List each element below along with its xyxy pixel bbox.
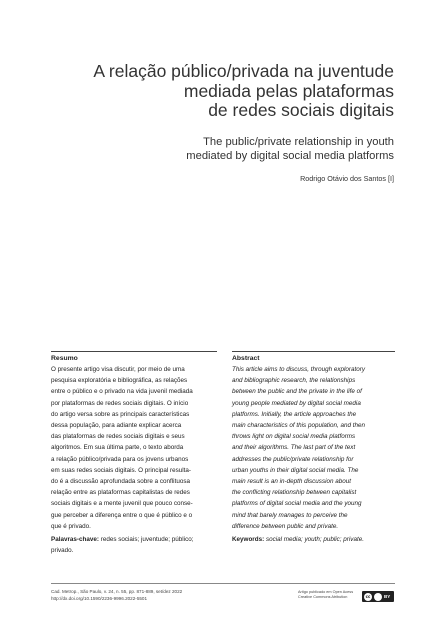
resumo-line: O presente artigo visa discutir, por meio de uma bbox=[51, 366, 185, 373]
keywords bbox=[232, 534, 395, 545]
license-line: Artigo publicado em Open Acess bbox=[298, 590, 354, 594]
title-en-line: The public/private relationship in youth bbox=[203, 136, 394, 148]
keywords-text: redes sociais; juventude; público; bbox=[100, 536, 194, 544]
resumo-text bbox=[51, 364, 217, 532]
abstract-heading: Abstract bbox=[232, 355, 260, 362]
keywords-text: social media; youth; public; private. bbox=[265, 536, 364, 544]
article-title-en bbox=[64, 135, 394, 163]
title-pt-line: A relação público/privada na juventude bbox=[93, 61, 394, 81]
abstract-section bbox=[232, 351, 395, 545]
cc-icon: cc bbox=[365, 594, 371, 599]
citation-text: Cad. Metrop., São Paulo, v. 24, n. 55, pp. 871-889, set/dez 2022 bbox=[51, 589, 183, 594]
abstract-line: main result is an in-depth discussion about bbox=[232, 478, 352, 486]
license-line: Creative Commons Atribution bbox=[298, 595, 348, 600]
article-title-pt bbox=[64, 62, 394, 121]
palavras-chave bbox=[51, 534, 217, 556]
abstract-line: throws light on digital social media platforms bbox=[232, 433, 356, 441]
resumo-line: pesquisa exploratória e bibliográfica, as relações bbox=[51, 377, 188, 385]
title-pt-line: mediada pelas plataformas bbox=[183, 80, 394, 101]
abstract-line: mind that barely manages to perceive the bbox=[232, 511, 348, 519]
footer-citation bbox=[51, 588, 182, 602]
resumo-line: sociais digitais e a mente juvenil que pouco conse- bbox=[51, 500, 193, 508]
abstract-line: platforms. Initially, the article approaches the bbox=[232, 410, 357, 418]
by-label: BY bbox=[384, 594, 391, 599]
resumo-line: por plataformas de redes sociais digitais. O início bbox=[51, 399, 189, 407]
resumo-line: do é a discussão aprofundada sobre a conflituosa bbox=[51, 478, 190, 486]
resumo-heading: Resumo bbox=[51, 355, 78, 362]
abstract-line: difference between public and private. bbox=[232, 522, 339, 530]
doi-link[interactable]: http://dx.doi.org/10.1590/2236-9996.2022-5501 bbox=[51, 596, 148, 601]
resumo-line: em suas redes sociais digitais. O principal resulta- bbox=[51, 466, 191, 474]
keywords-label: Palavras-chave: bbox=[51, 536, 99, 544]
title-pt-line: de redes sociais digitais bbox=[208, 100, 394, 120]
abstract-line: main characteristics of this population, and then bbox=[232, 422, 366, 430]
section-rule bbox=[232, 351, 395, 352]
abstract-line: and their algorithms. The last part of the text bbox=[232, 444, 356, 452]
footer-rule bbox=[51, 583, 395, 584]
cc-by-license-badge[interactable] bbox=[362, 591, 394, 602]
abstract-line: and bibliographic research, the relationships bbox=[232, 377, 356, 385]
abstract-line: addresses the public/private relationship for bbox=[232, 455, 354, 463]
resumo-line: dessa população, para adiante explicar acerca bbox=[51, 422, 182, 430]
license-note bbox=[298, 590, 360, 600]
abstract-line: the conflicting relationship between capitalist bbox=[232, 489, 357, 497]
abstract-text bbox=[232, 364, 395, 532]
title-en-line: mediated by digital social media platforms bbox=[186, 150, 394, 162]
abstract-line: urban youths in their digital social media. The bbox=[232, 466, 359, 474]
resumo-section bbox=[51, 351, 217, 556]
person-icon bbox=[374, 593, 382, 601]
resumo-line: relação entre as plataformas capitalistas de redes bbox=[51, 489, 190, 497]
resumo-line: a relação público/privada para os jovens urbanos bbox=[51, 455, 189, 463]
resumo-line: das plataformas de redes sociais digitais e seus bbox=[51, 433, 185, 441]
resumo-line: entre o público e o privado na vida juvenil mediada bbox=[51, 388, 193, 396]
abstract-line: This article aims to discuss, through exploratory bbox=[232, 366, 365, 373]
resumo-line: do artigo versa sobre as principais características bbox=[51, 410, 190, 418]
abstract-line: young people mediated by digital social media bbox=[232, 399, 361, 407]
section-rule bbox=[51, 351, 217, 352]
abstract-line: between the public and the private in the life of bbox=[232, 388, 362, 396]
resumo-line: algoritmos. Em sua última parte, o texto aborda bbox=[51, 444, 184, 452]
keywords-text-cont: privado. bbox=[51, 547, 74, 555]
abstract-line: platforms of digital social media and the young bbox=[232, 500, 362, 508]
keywords-label: Keywords: bbox=[232, 536, 265, 544]
resumo-line: gue perceber a diferença entre o que é público e o bbox=[51, 511, 193, 519]
resumo-line: que é privado. bbox=[51, 522, 91, 530]
author-name: Rodrigo Otávio dos Santos [I] bbox=[300, 174, 394, 183]
